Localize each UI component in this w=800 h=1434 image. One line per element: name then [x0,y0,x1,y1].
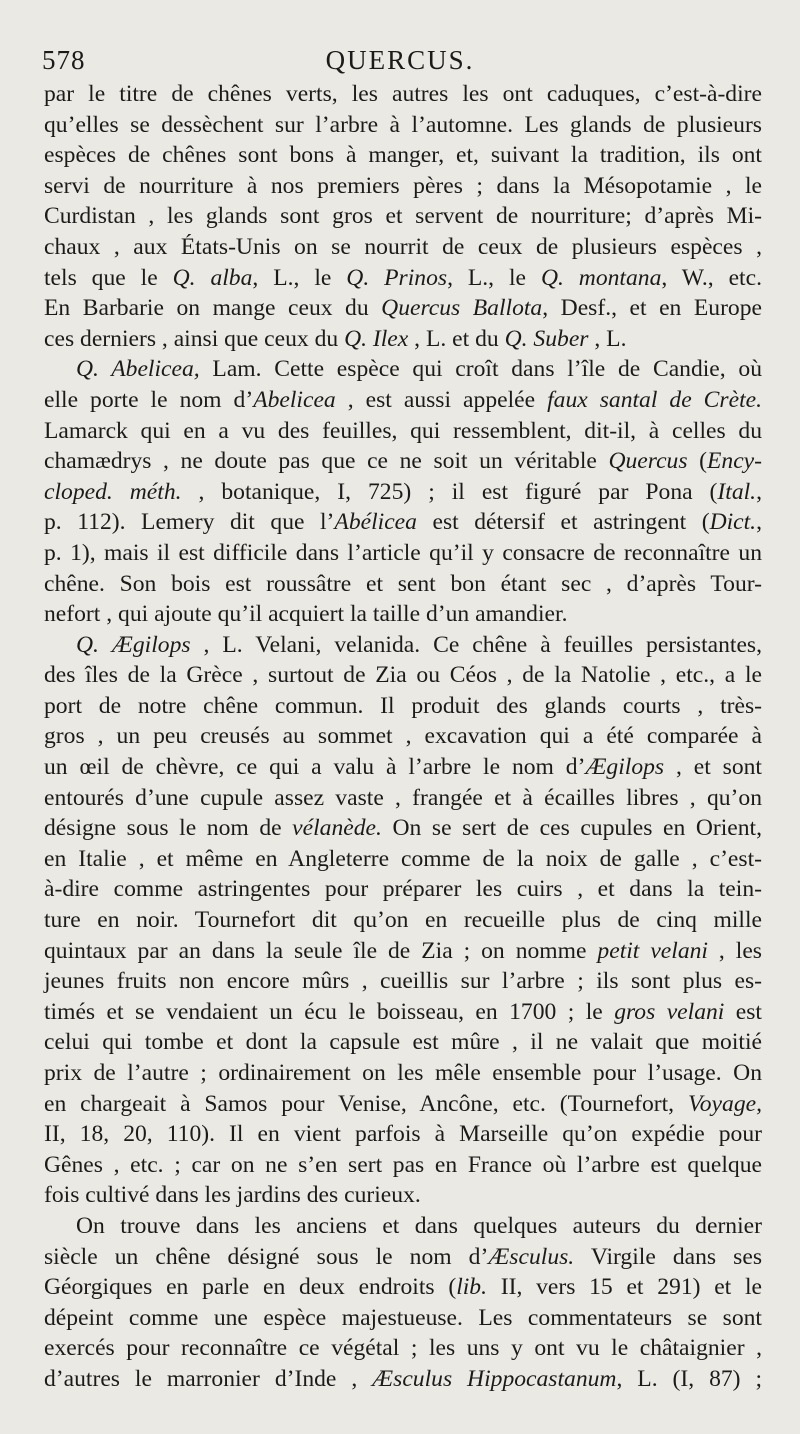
text-segment: II, 18, 20, 110). Il en vient parfois à Marseille qu’on expédie pour [44,1121,762,1148]
text-line [44,293,762,324]
page-header [42,40,758,80]
text-segment: chaux , aux États-Unis on se nourrit de ceux de plusieurs espèces , [44,233,762,260]
text-line [44,721,762,752]
italic-text: Voyage, [687,1090,762,1117]
text-segment: En Barbarie on mange ceux du [44,295,382,322]
text-segment: ces derniers , ainsi que ceux du [44,325,345,352]
text-line [44,1303,762,1334]
italic-text: Æsculus Hippocastanum [372,1365,617,1392]
text-line [44,385,762,416]
italic-text: Q. Ilex [344,325,409,352]
text-segment: dépeint comme une espèce majestueuse. Les commentateurs se sont [44,1304,762,1331]
italic-text: Q. Prinos [346,264,448,291]
text-line [44,813,762,844]
text-line [44,232,762,263]
italic-text: Q. alba [172,264,253,291]
text-line [44,1027,762,1058]
text-segment: II, vers 15 et 291) et le [487,1274,762,1301]
text-segment: d’autres le marronier d’Inde , [44,1365,373,1392]
text-segment: , L. et du [408,325,505,352]
text-segment: , est aussi appelée [335,386,548,413]
text-segment: en Italie , et même en Angleterre comme de la noix de galle , c’est- [44,845,762,872]
text-segment: qu’elles se dessèchent sur l’arbre à l’automne. Les glands de plusieurs [44,111,762,138]
text-line [44,660,762,691]
text-segment: p. 1), mais il est difficile dans l’article qu’il y consacre de reconnaître un [44,539,762,566]
italic-text: Ital. [717,478,757,505]
text-line [44,844,762,875]
text-line [44,936,762,967]
text-segment: en chargeait à Samos pour Venise, Ancône, etc. (Tournefort, [44,1090,688,1117]
text-line [44,691,762,722]
text-segment: nefort , qui ajoute qu’il acquiert la taille d’un amandier. [44,601,568,628]
text-segment: , L., le [252,264,347,291]
text-line [44,1333,762,1364]
italic-text: gros velani [614,998,725,1025]
text-line [44,630,762,661]
text-segment: p. 112). Lemery dit que l’ [44,509,335,536]
text-segment: , L., le [447,264,541,291]
page-number: 578 [42,45,86,75]
text-segment: désigne sous le nom de [44,815,293,842]
text-segment: des îles de la Grèce , surtout de Zia ou Céos , de la Natolie , etc., a le [44,662,762,689]
text-segment: On trouve dans les anciens et dans quelques auteurs du dernier [76,1212,762,1239]
italic-text: Ægilops [585,754,665,781]
text-segment: Lam. Cette espèce qui croît dans l’île de Candie, où [199,356,763,383]
text-line [44,1119,762,1150]
text-line [44,79,762,110]
text-segment: elle porte le nom d’ [44,386,254,413]
text-line [44,1058,762,1089]
text-segment: prix de l’autre ; ordinairement on les mêle ensemble pour l’usage. On [44,1060,762,1086]
text-segment: entourés d’une cupule assez vaste , frangée et à écailles libres , qu’on [44,784,762,811]
text-segment: par le titre de chênes verts, les autres les ont caduques, c’est-à-dire [44,81,762,107]
italic-text: Abélicea [334,509,417,536]
text-line [44,201,762,232]
text-line [44,140,762,171]
text-line [44,997,762,1028]
text-segment: , [756,478,762,505]
text-segment: est [724,998,762,1025]
text-line [44,263,762,294]
text-segment: à-dire comme astringentes pour préparer les cuirs , et dans la tein- [44,876,762,903]
text-line [44,783,762,814]
text-segment: espèces de chênes sont bons à manger, et, suivant la tradition, ils ont [44,142,762,169]
italic-text: petit velani [597,937,708,964]
text-line [44,110,762,141]
text-line [44,905,762,936]
text-line [44,446,762,477]
text-segment: chêne. Son bois est roussâtre et sent bon étant sec , d’après Tour- [44,570,762,597]
text-segment: ture en noir. Tournefort dit qu’on en recueille plus de cinq mille [44,907,762,934]
text-line [44,1180,762,1211]
text-segment: tels que le [44,264,173,291]
italic-text: Quercus [608,448,688,475]
italic-text: Q. montana [540,264,662,291]
text-segment: gros , un peu creusés au sommet , excavation qui a été comparée à [44,723,762,750]
text-line [44,477,762,508]
text-line [44,1272,762,1303]
italic-text: lib. [456,1274,487,1301]
text-line [44,1364,762,1395]
text-segment: fois cultivé dans les jardins des curieux. [44,1182,421,1209]
text-line [44,874,762,905]
italic-text: Q. Suber [504,325,589,352]
text-line [44,1211,762,1242]
italic-text: cloped. méth. [44,478,182,505]
text-segment: Lamarck qui en a vu des feuilles, qui ressemblent, dit-il, à celles du [44,417,762,444]
text-segment: un œil de chèvre, ce qui a valu à l’arbre le nom d’ [44,754,586,781]
text-segment: timés et se vendaient un écu le boisseau, en 1700 ; le [44,998,615,1025]
text-segment: On se sert de ces cupules en Orient, [381,815,762,842]
text-segment: port de notre chêne commun. Il produit des glands courts , très- [44,692,762,719]
italic-text: faux santal de Crète. [547,386,762,413]
text-line [44,569,762,600]
text-segment: , Desf., et en Europe [542,295,762,322]
text-line [44,1150,762,1181]
text-segment: , L. Velani, velanida. Ce chêne à feuilles persistantes, [190,631,763,658]
italic-text: Quercus Ballota [381,295,543,322]
text-segment: servi de nourriture à nos premiers pères ; dans la Mésopotamie , le [44,172,762,199]
text-line [44,324,762,355]
text-segment: , les [707,937,762,964]
text-segment: Gênes , etc. ; car on ne s’en sert pas en France où l’arbre est quelque [44,1151,762,1178]
text-line [44,416,762,447]
text-segment: , et sont [664,754,762,781]
text-segment: jeunes fruits non encore mûrs , cueillis sur l’arbre ; ils sont plus es- [44,968,762,995]
text-segment: ( [687,448,707,475]
italic-text: Ency- [706,448,762,475]
text-segment: Géorgiques en parle en deux endroits ( [44,1274,457,1301]
text-line [44,354,762,385]
italic-text: Q. Abelicea, [76,356,200,383]
italic-text: Q. Ægilops [76,631,191,658]
text-line [44,507,762,538]
text-line [44,538,762,569]
text-segment: celui qui tombe et dont la capsule est mûre , il ne valait que moitié [44,1029,762,1056]
text-segment: est détersif et astringent ( [416,509,710,536]
text-line [44,1089,762,1120]
italic-text: Abelicea [253,386,336,413]
text-segment: quintaux par an dans la seule île de Zia ; on nomme [44,937,598,964]
text-segment: chamædrys , ne doute pas que ce ne soit un véritable [44,448,609,475]
body-text [44,79,762,1395]
running-title: QUERCUS. [325,45,475,75]
italic-text: vélanède. [292,815,382,842]
text-line [44,599,762,630]
text-segment: exercés pour reconnaître ce végétal ; les uns y ont vu le châtaignier , [44,1335,762,1362]
text-segment: , W., etc. [661,264,762,291]
text-segment: siècle un chêne désigné sous le nom d’ [44,1243,489,1270]
text-segment: , botanique, I, 725) ; il est figuré par Pona ( [181,478,718,505]
italic-text: Dict. [709,509,757,536]
text-segment: Virgile dans ses [574,1243,762,1270]
text-segment: , L. [588,325,627,352]
text-segment: , L. (I, 87) ; [616,1365,763,1392]
italic-text: Æsculus. [488,1243,575,1270]
text-segment: Curdistan , les glands sont gros et servent de nourriture; d’après Mi- [44,203,762,230]
text-line [44,1242,762,1273]
text-segment: , [756,509,762,536]
text-line [44,171,762,202]
text-line [44,752,762,783]
text-line [44,966,762,997]
